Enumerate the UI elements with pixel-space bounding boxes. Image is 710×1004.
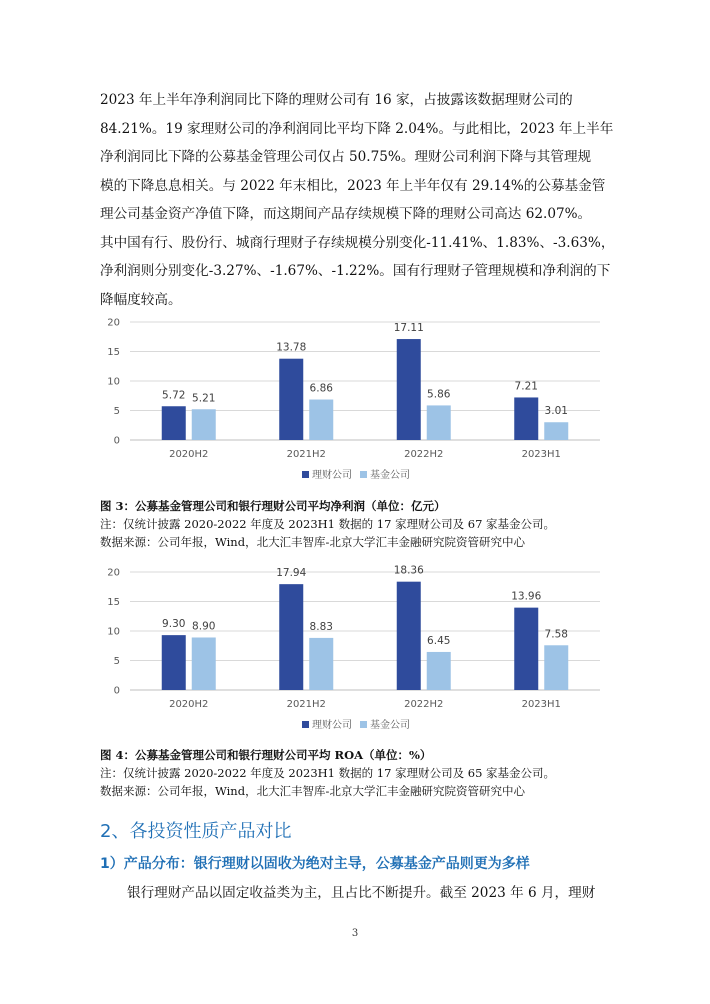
x-tick-label: 2020H2 (169, 699, 209, 710)
y-tick-label: 10 (107, 626, 120, 638)
figure3-caption: 图 3：公募基金管理公司和银行理财公司平均净利润（单位：亿元） (100, 499, 446, 513)
legend-label: 理财公司 (312, 470, 352, 481)
y-tick-label: 0 (113, 685, 120, 697)
x-tick-label: 2021H2 (286, 449, 326, 460)
bar-wealth-company (162, 406, 186, 440)
chart-roa (100, 562, 610, 740)
paragraph-line: 净利润则分别变化-3.27%、-1.67%、-1.22%。国有行理财子管理规模和净利润的下 (100, 263, 611, 279)
bar-fund-company (192, 409, 216, 440)
paragraph-line: 理公司基金资产净值下降，而这期间产品存续规模下降的理财公司高达 62.07%。 (100, 206, 592, 222)
chart-net-profit-svg (100, 312, 610, 490)
data-label: 3.01 (544, 405, 568, 418)
y-tick-label: 5 (113, 656, 120, 667)
x-tick-label: 2022H2 (404, 449, 444, 460)
bar-fund-company (192, 637, 216, 690)
y-tick-label: 20 (107, 567, 120, 579)
bar-fund-company (544, 422, 568, 440)
figure4-source: 数据来源：公司年报，Wind，北大汇丰智库-北京大学汇丰金融研究院资管研究中心 (100, 784, 525, 798)
data-label: 13.78 (276, 341, 307, 354)
y-tick-label: 15 (107, 347, 120, 358)
bar-wealth-company (397, 339, 421, 440)
bar-wealth-company (279, 584, 303, 690)
y-tick-label: 5 (113, 406, 120, 417)
data-label: 8.83 (309, 620, 333, 633)
figure3-source: 数据来源：公司年报，Wind，北大汇丰智库-北京大学汇丰金融研究院资管研究中心 (100, 535, 525, 549)
figure3-note: 注：仅统计披露 2020-2022 年度及 2023H1 数据的 17 家理财公司及 67 家基金公司。 (100, 517, 556, 531)
body-paragraph-top (100, 86, 615, 314)
bar-fund-company (427, 405, 451, 440)
legend-label: 基金公司 (370, 470, 410, 481)
data-label: 5.86 (427, 388, 451, 401)
bar-wealth-company (514, 608, 538, 690)
paragraph-line: 模的下降息息相关。与 2022 年末相比，2023 年上半年仅有 29.14%的公募基金管 (100, 177, 606, 194)
page-number: 3 (351, 928, 359, 939)
chart-net-profit (100, 312, 610, 490)
bar-fund-company (544, 645, 568, 690)
x-tick-label: 2023H1 (521, 449, 561, 460)
data-label: 6.45 (427, 634, 451, 647)
data-label: 18.36 (393, 564, 424, 577)
data-label: 9.30 (162, 618, 186, 631)
x-tick-label: 2021H2 (286, 699, 326, 710)
paragraph-line: 降幅度较高。 (100, 291, 182, 308)
y-tick-label: 15 (107, 597, 120, 608)
section-heading: 2、各投资性质产品对比 (100, 821, 292, 842)
bar-wealth-company (397, 582, 421, 690)
data-label: 7.21 (514, 380, 538, 393)
data-label: 13.96 (511, 590, 542, 603)
data-label: 7.58 (544, 628, 568, 641)
data-label: 5.21 (192, 392, 216, 405)
legend-label: 理财公司 (312, 720, 352, 731)
data-label: 8.90 (192, 620, 216, 633)
x-tick-label: 2020H2 (169, 449, 209, 460)
legend-swatch (360, 471, 367, 478)
paragraph-line: 84.21%。19 家理财公司的净利润同比平均下降 2.04%。与此相比，2023 年上半年 (100, 120, 614, 137)
bar-fund-company (427, 652, 451, 690)
body-paragraph-bottom (100, 879, 612, 908)
paragraph-line: 2023 年上半年净利润同比下降的理财公司有 16 家，占披露该数据理财公司的 (100, 92, 573, 108)
legend-swatch (302, 721, 309, 728)
bar-wealth-company (162, 635, 186, 690)
bar-fund-company (309, 400, 333, 440)
legend-swatch (302, 471, 309, 478)
data-label: 17.94 (276, 567, 307, 580)
data-label: 17.11 (393, 322, 424, 335)
paragraph-line: 净利润同比下降的公募基金管理公司仅占 50.75%。理财公司利润下降与其管理规 (100, 149, 592, 165)
paragraph-line: 其中国有行、股份行、城商行理财子存续规模分别变化-11.41%、1.83%、-3.63%， (100, 234, 615, 251)
legend-label: 基金公司 (370, 720, 410, 731)
chart-roa-svg (100, 562, 610, 740)
x-tick-label: 2022H2 (404, 699, 444, 710)
y-tick-label: 20 (107, 317, 120, 329)
data-label: 6.86 (309, 382, 333, 395)
y-tick-label: 0 (113, 435, 120, 447)
bar-wealth-company (514, 397, 538, 440)
legend-swatch (360, 721, 367, 728)
bar-fund-company (309, 638, 333, 690)
data-label: 5.72 (162, 389, 186, 402)
paragraph-line: 银行理财产品以固定收益类为主，且占比不断提升。截至 2023 年 6 月，理财 (127, 885, 596, 901)
x-tick-label: 2023H1 (521, 699, 561, 710)
bar-wealth-company (279, 359, 303, 440)
y-tick-label: 10 (107, 376, 120, 388)
figure4-caption: 图 4：公募基金管理公司和银行理财公司平均 ROA（单位：%） (100, 748, 432, 762)
sub-heading: 1）产品分布：银行理财以固收为绝对主导，公募基金产品则更为多样 (100, 856, 530, 872)
figure4-note: 注：仅统计披露 2020-2022 年度及 2023H1 数据的 17 家理财公司及 65 家基金公司。 (100, 766, 556, 780)
